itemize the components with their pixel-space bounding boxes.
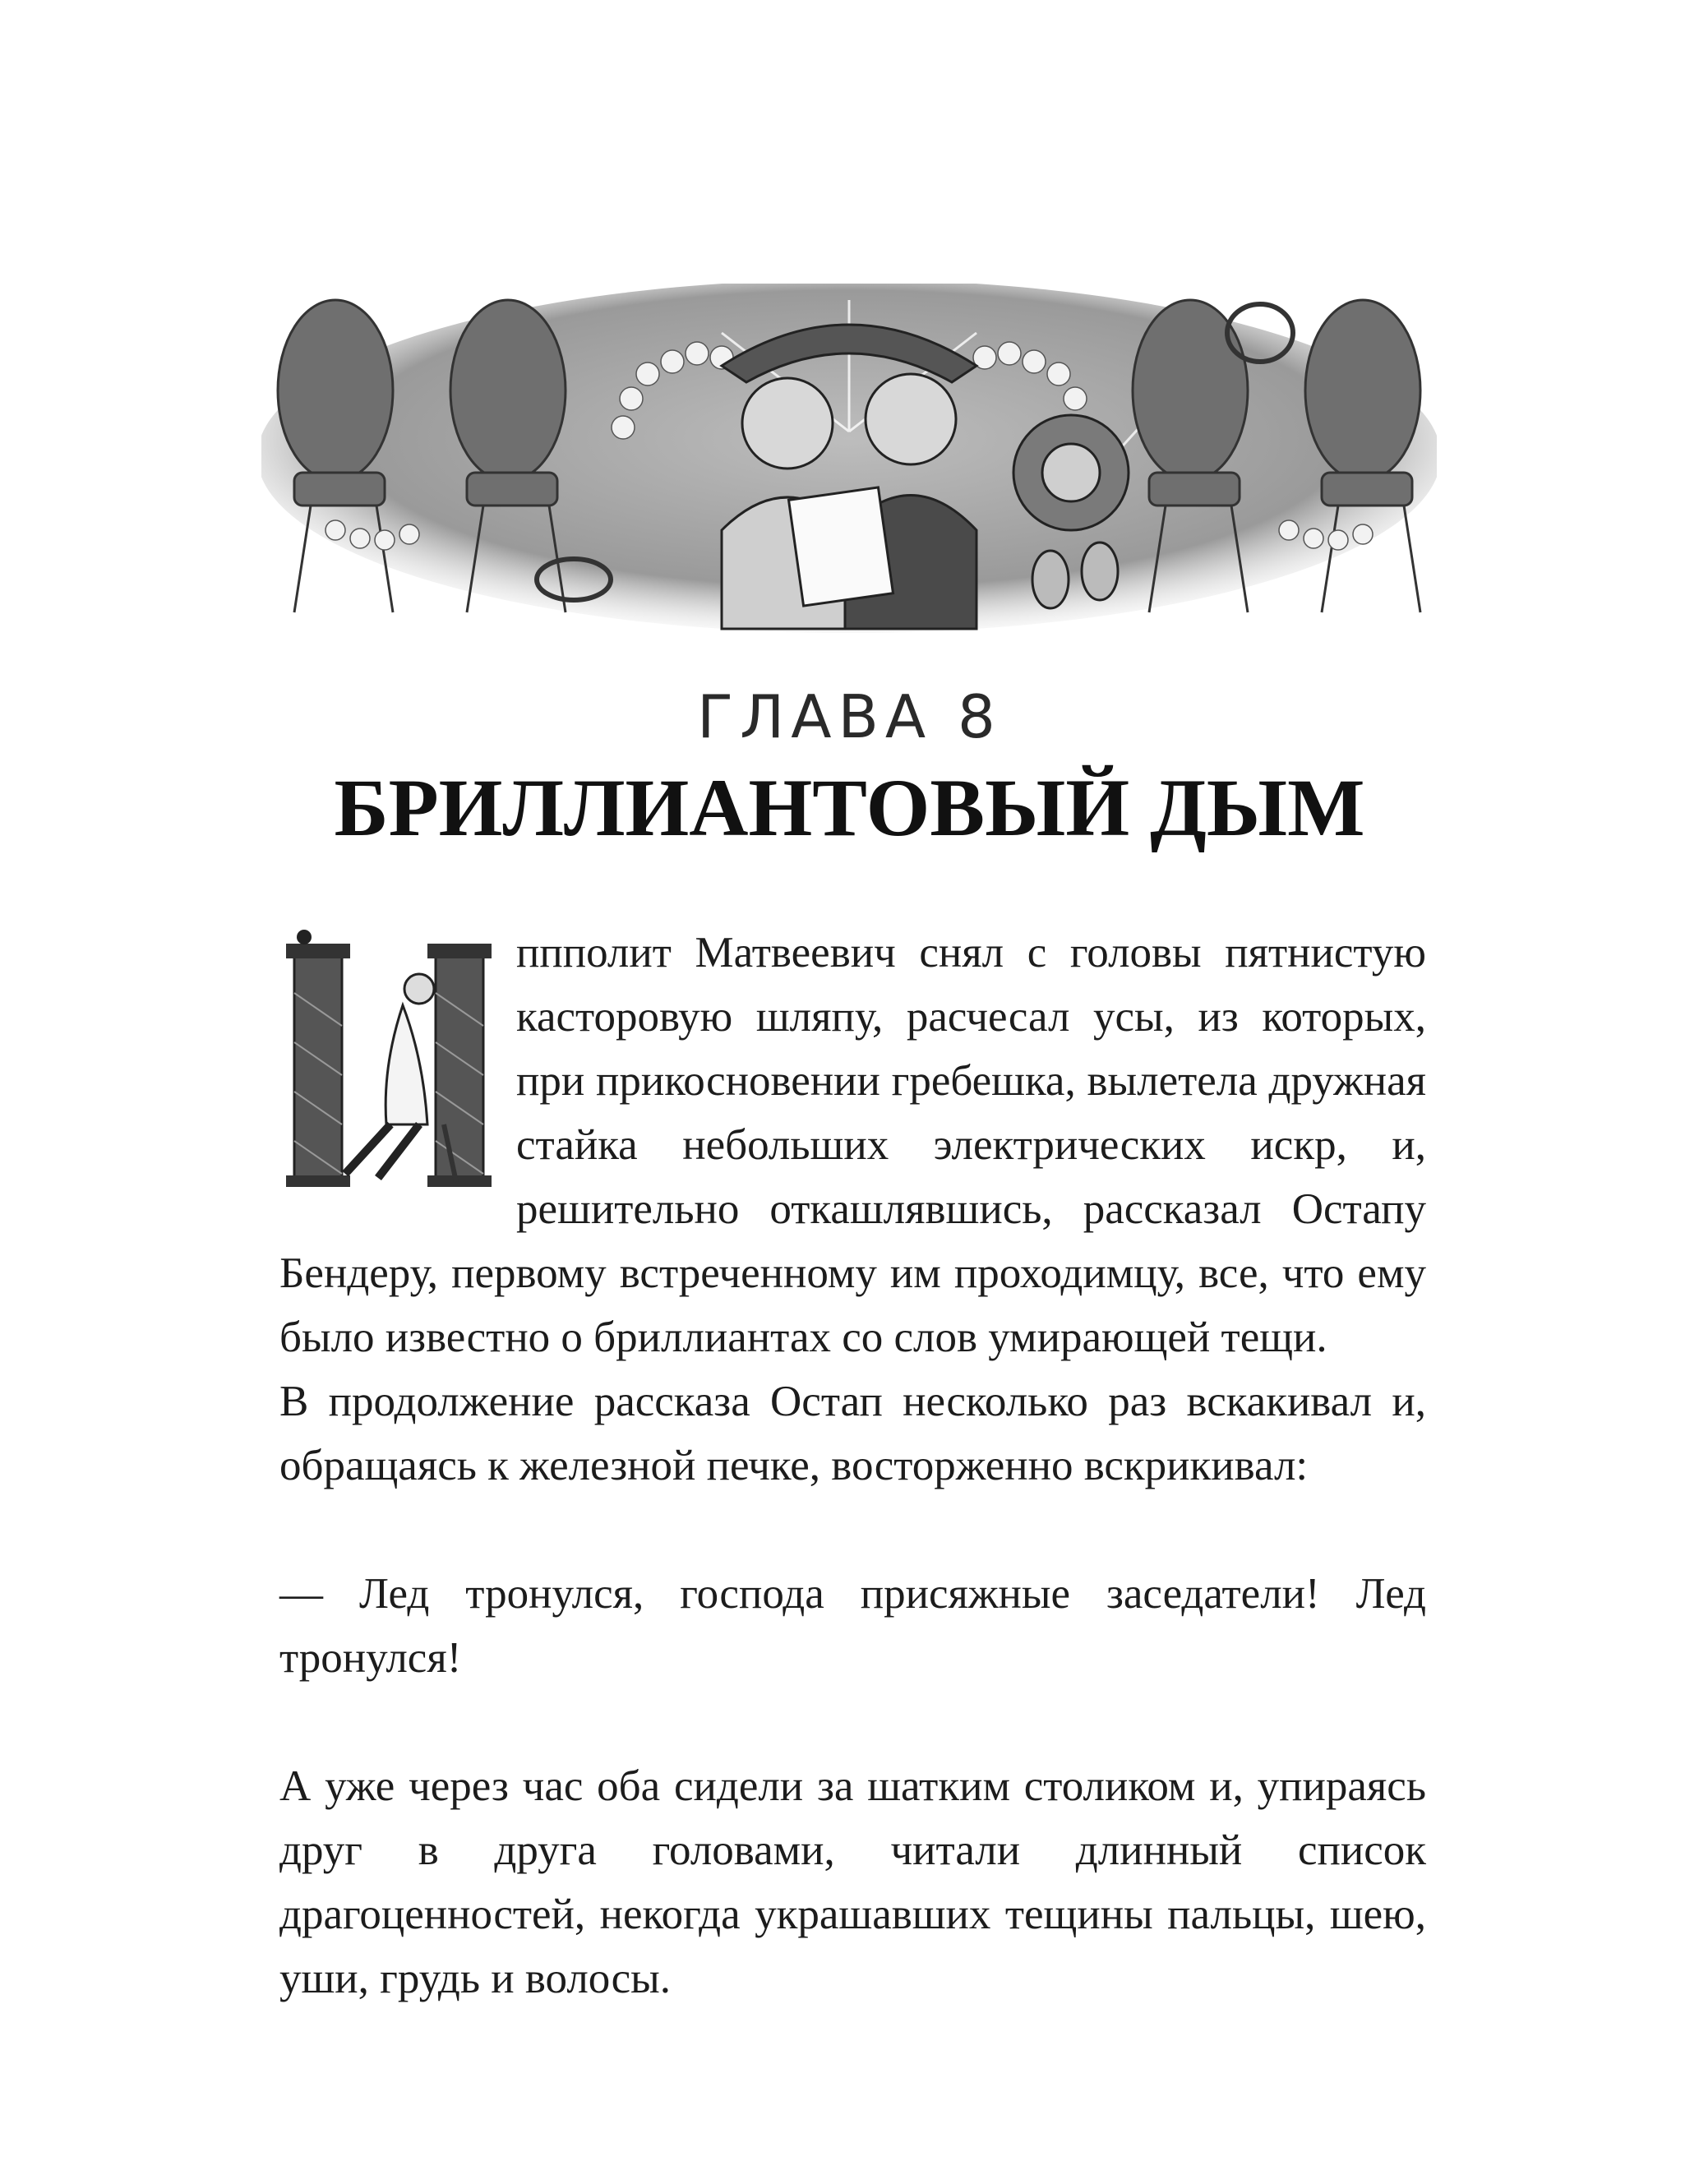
chapter-banner-illustration [261, 284, 1437, 645]
paragraph-3: — Лед тронулся, господа присяжные заседатели! Лед тронулся! [279, 1570, 1426, 1682]
chapter-body [279, 921, 1426, 2011]
chapter-number: ГЛАВА 8 [697, 682, 1002, 751]
paragraph-2: В продолжение рассказа Остап несколько раз вскакивал и, обращаясь к железной печке, восторженно вскрикивал: [279, 1378, 1426, 1489]
paragraph-4: А уже через час оба сидели за шатким столиком и, упираясь друг в друга головами, читали длинный список драгоценностей, некогда украшавших тещины пальцы, шею, уши, грудь и волосы. [279, 1762, 1426, 2002]
chapter-title: БРИЛЛИАНТОВЫЙ ДЫМ [334, 762, 1365, 853]
paragraph-1: ппполит Матвеевич снял с головы пятнистую касторовую шляпу, расчесал усы, из которых, при прикосновении гребешка, вылетела дружная стайка небольших электрических искр, и, решительно откашлявшись, рассказал Остапу Бендеру, первому встреченному им проходимцу, все, что ему было известно о бриллиантах со слов умирающей тещи. [279, 929, 1426, 1361]
dropcap-illustration-icon [279, 927, 493, 1190]
